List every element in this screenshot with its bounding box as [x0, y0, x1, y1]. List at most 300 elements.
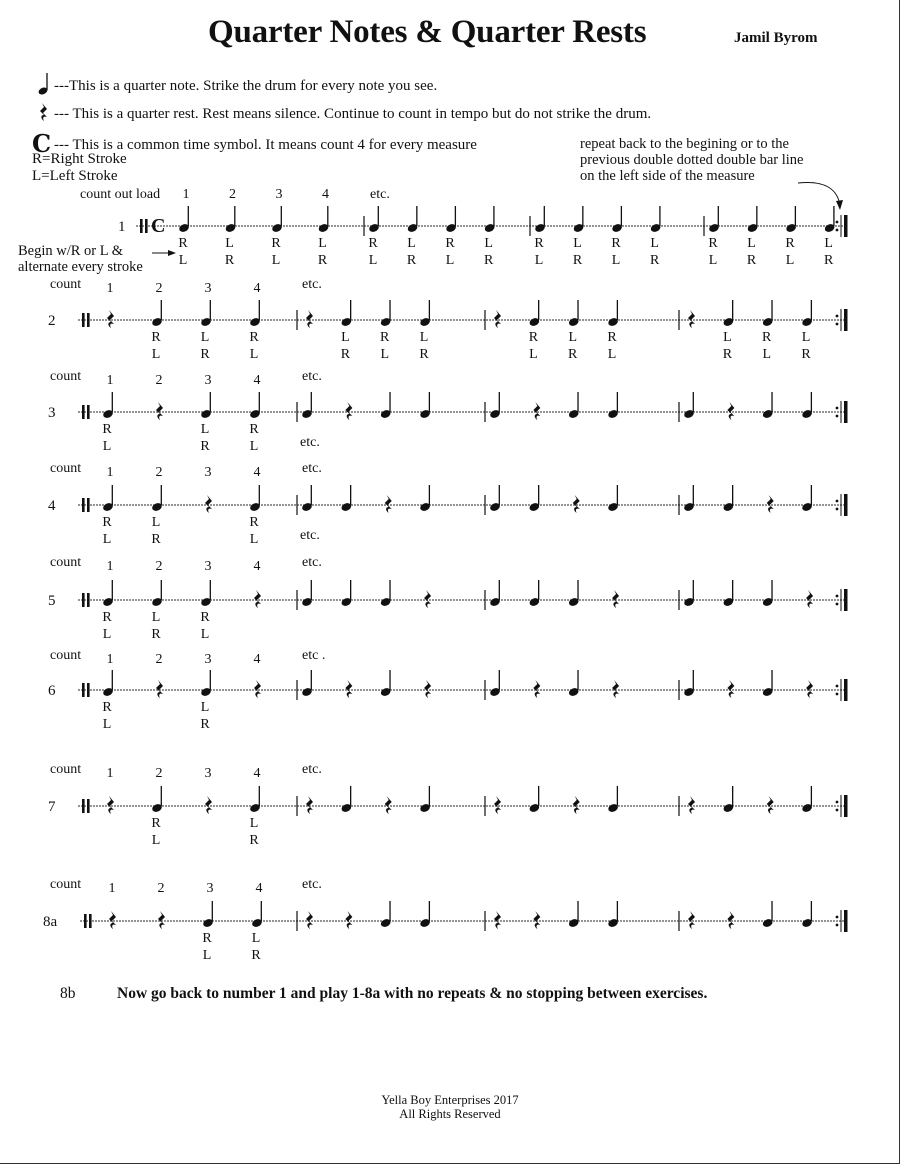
- quarter-note: [419, 392, 431, 419]
- exercise-number: 8a: [43, 914, 58, 930]
- sticking-first: L: [747, 236, 756, 251]
- count-number: 2: [155, 373, 163, 388]
- count-number: 3: [275, 187, 283, 202]
- sticking-first: L: [249, 816, 259, 831]
- sticking-first: R: [368, 236, 378, 251]
- footer: [0, 1093, 900, 1121]
- sticking-first: R: [202, 931, 212, 946]
- sticking-first: L: [251, 931, 261, 946]
- quarter-note: [202, 901, 214, 928]
- quarter-note: [340, 580, 352, 607]
- repeat-bar-thick: [844, 494, 848, 516]
- quarter-note: [683, 392, 695, 419]
- percussion-clef-bar: [82, 683, 85, 697]
- quarter-note: [419, 786, 431, 813]
- sticking-first: L: [650, 236, 659, 251]
- count-label: count: [50, 555, 82, 570]
- common-time-icon: C: [32, 129, 52, 158]
- sticking-first: L: [824, 236, 833, 251]
- quarter-rest: [109, 911, 116, 929]
- quarter-note: [380, 670, 392, 697]
- sticking-second: L: [368, 253, 378, 268]
- quarter-rest: [533, 680, 540, 698]
- count-number: 4: [253, 766, 261, 781]
- exercise-number: 6: [48, 683, 56, 699]
- percussion-clef-bar: [87, 405, 90, 419]
- etc-label: etc.: [302, 277, 322, 292]
- quarter-note: [568, 580, 580, 607]
- sticking-second: L: [249, 347, 259, 362]
- sticking-second: R: [249, 833, 259, 848]
- quarter-rest: [385, 495, 392, 513]
- sticking-first: L: [484, 236, 493, 251]
- sticking-second: L: [102, 439, 112, 454]
- sticking-first: L: [568, 330, 578, 345]
- count-number: 2: [155, 465, 163, 480]
- sticking-first: R: [249, 330, 259, 345]
- etc-label: etc.: [302, 877, 322, 892]
- quarter-rest: [806, 590, 813, 608]
- quarter-note: [722, 786, 734, 813]
- count-number: 1: [106, 559, 114, 574]
- quarter-note: [607, 300, 619, 327]
- sticking-first: L: [318, 236, 327, 251]
- count-number: 2: [155, 652, 163, 667]
- repeat-dot: [836, 603, 839, 606]
- count-number: 1: [106, 766, 114, 781]
- quarter-note: [271, 206, 283, 233]
- quarter-note: [746, 206, 758, 233]
- count-number: 3: [204, 559, 212, 574]
- repeat-dot: [836, 595, 839, 598]
- quarter-rest: [306, 796, 313, 814]
- percussion-clef-bar: [89, 914, 92, 928]
- quarter-rest: [688, 310, 695, 328]
- footer-company: Yella Boy Enterprises 2017: [381, 1093, 519, 1107]
- quarter-note: [572, 206, 584, 233]
- count-number: 4: [253, 652, 261, 667]
- quarter-note: [301, 485, 313, 512]
- quarter-note: [249, 300, 261, 327]
- etc-label: etc.: [370, 187, 390, 202]
- percussion-clef-bar: [82, 799, 85, 813]
- count-label: count: [50, 877, 82, 892]
- sticking-second: L: [249, 439, 259, 454]
- sticking-second: R: [406, 253, 417, 268]
- quarter-note: [568, 901, 580, 928]
- quarter-note: [801, 300, 813, 327]
- repeat-arrow-head: [836, 200, 843, 210]
- percussion-clef-bar: [84, 914, 87, 928]
- count-number: 3: [206, 881, 214, 896]
- quarter-note: [762, 580, 774, 607]
- quarter-note: [419, 901, 431, 928]
- quarter-rest: [612, 680, 619, 698]
- sticking-second: R: [483, 253, 494, 268]
- repeat-dot: [836, 508, 839, 511]
- count-number: 3: [204, 281, 212, 296]
- repeat-bar-thick: [844, 309, 848, 331]
- quarter-note: [445, 206, 457, 233]
- count-label: count out load: [80, 187, 161, 202]
- footer-rights: All Rights Reserved: [399, 1107, 501, 1121]
- quarter-note: [200, 300, 212, 327]
- sticking-first: R: [151, 816, 161, 831]
- repeat-dot: [836, 685, 839, 688]
- sticking-first: R: [534, 236, 544, 251]
- quarter-rest: [306, 911, 313, 929]
- legend-right-stroke: R=Right Stroke: [32, 151, 127, 167]
- quarter-note: [419, 300, 431, 327]
- count-label: count: [50, 461, 82, 476]
- repeat-bar-thick: [844, 401, 848, 423]
- count-number: 1: [106, 465, 114, 480]
- sticking-first: L: [200, 700, 210, 715]
- quarter-rest: [107, 310, 114, 328]
- sticking-first: L: [200, 330, 210, 345]
- quarter-rest: [345, 680, 352, 698]
- count-number: 3: [204, 766, 212, 781]
- repeat-explanation-line: on the left side of the measure: [580, 168, 755, 184]
- sticking-second: L: [529, 347, 538, 362]
- quarter-note: [683, 580, 695, 607]
- quarter-note: [102, 485, 114, 512]
- quarter-rest: [254, 590, 261, 608]
- sticking-second: L: [102, 717, 112, 732]
- quarter-note: [785, 206, 797, 233]
- sticking-first: R: [445, 236, 455, 251]
- sticking-second: R: [200, 347, 210, 362]
- quarter-note: [568, 392, 580, 419]
- repeat-bar-thick: [844, 795, 848, 817]
- common-time-icon: C: [151, 215, 166, 237]
- repeat-dot: [836, 809, 839, 812]
- etc-label: etc.: [302, 555, 322, 570]
- quarter-rest: [612, 590, 619, 608]
- sticking-second: L: [249, 532, 259, 547]
- sticking-first: L: [573, 236, 582, 251]
- count-number: 1: [106, 281, 114, 296]
- quarter-note: [340, 786, 352, 813]
- sticking-second: R: [151, 627, 161, 642]
- repeat-bar-thick: [844, 215, 848, 237]
- sticking-first: R: [528, 330, 539, 345]
- sticking-second: L: [151, 347, 161, 362]
- percussion-clef-bar: [87, 313, 90, 327]
- quarter-rest: [385, 796, 392, 814]
- sticking-second: R: [151, 532, 161, 547]
- sticking-second: R: [251, 948, 261, 963]
- repeat-explanation-line: previous double dotted double bar line: [580, 152, 804, 168]
- quarter-rest: [727, 402, 734, 420]
- sticking-first: R: [102, 515, 112, 530]
- exercise-8b-label: 8b: [60, 985, 76, 1002]
- sticking-first: L: [151, 610, 161, 625]
- exercise-number: 2: [48, 313, 56, 329]
- sticking-second: R: [317, 253, 328, 268]
- quarter-note: [200, 392, 212, 419]
- sticking-first: L: [419, 330, 429, 345]
- sticking-second: L: [200, 627, 210, 642]
- quarter-note: [419, 485, 431, 512]
- quarter-rest: [573, 796, 580, 814]
- count-number: 2: [155, 766, 163, 781]
- sticking-second: R: [572, 253, 583, 268]
- etc-label: etc.: [302, 762, 322, 777]
- sticking-second: L: [380, 347, 390, 362]
- quarter-rest: [494, 310, 501, 328]
- quarter-rest: [727, 911, 734, 929]
- sticking-second: L: [151, 833, 161, 848]
- repeat-dot: [836, 415, 839, 418]
- begin-instruction-line: alternate every stroke: [18, 259, 143, 275]
- sticking-first: R: [102, 422, 112, 437]
- quarter-rest: [688, 796, 695, 814]
- quarter-note: [368, 206, 380, 233]
- quarter-note: [251, 901, 263, 928]
- quarter-note: [224, 206, 236, 233]
- quarter-note: [528, 786, 540, 813]
- quarter-rest: [424, 680, 431, 698]
- sticking-first: R: [200, 610, 210, 625]
- sticking-first: R: [762, 330, 772, 345]
- count-label: count: [50, 369, 82, 384]
- quarter-rest: [345, 402, 352, 420]
- quarter-note: [301, 580, 313, 607]
- count-label: count: [50, 277, 82, 292]
- quarter-note: [200, 580, 212, 607]
- repeat-dot: [836, 500, 839, 503]
- sticking-first: L: [801, 330, 811, 345]
- percussion-clef-bar: [87, 498, 90, 512]
- sticking-second: R: [568, 347, 578, 362]
- sticking-first: R: [151, 330, 161, 345]
- sticking-second: L: [102, 627, 112, 642]
- author-name: Jamil Byrom: [734, 30, 818, 46]
- quarter-note: [528, 580, 540, 607]
- etc-label: etc.: [300, 528, 320, 543]
- sticking-second: R: [419, 347, 429, 362]
- quarter-note: [301, 392, 313, 419]
- quarter-note: [380, 300, 392, 327]
- count-number: 1: [106, 373, 114, 388]
- sticking-first: L: [200, 422, 210, 437]
- quarter-note: [683, 670, 695, 697]
- sticking-second: L: [102, 532, 112, 547]
- sticking-second: R: [224, 253, 235, 268]
- sticking-second: R: [722, 347, 733, 362]
- quarter-note: [568, 300, 580, 327]
- quarter-note: [607, 485, 619, 512]
- quarter-note: [151, 300, 163, 327]
- count-number: 2: [155, 281, 163, 296]
- sticking-first: R: [249, 515, 259, 530]
- sticking-first: R: [611, 236, 621, 251]
- quarter-note: [489, 485, 501, 512]
- sticking-second: R: [649, 253, 660, 268]
- quarter-rest: [306, 310, 313, 328]
- count-label: count: [50, 648, 82, 663]
- quarter-note: [534, 206, 546, 233]
- quarter-note: [762, 392, 774, 419]
- begin-instruction-line: Begin w/R or L &: [18, 243, 123, 259]
- quarter-note: [683, 485, 695, 512]
- quarter-rest: [424, 590, 431, 608]
- quarter-note: [102, 392, 114, 419]
- etc-label: etc.: [302, 369, 322, 384]
- sticking-first: R: [271, 236, 281, 251]
- legend-quarter-note-text: ---This is a quarter note. Strike the drum for every note you see.: [54, 78, 438, 94]
- quarter-note: [340, 485, 352, 512]
- quarter-rest: [688, 911, 695, 929]
- count-number: 4: [253, 281, 261, 296]
- quarter-note: [801, 786, 813, 813]
- sticking-second: L: [708, 253, 718, 268]
- exercise-number: 7: [48, 799, 56, 815]
- quarter-note: [178, 206, 190, 233]
- repeat-dot: [836, 221, 839, 224]
- etc-label: etc .: [302, 648, 326, 663]
- count-number: 4: [322, 187, 329, 202]
- repeat-bar-thick: [844, 910, 848, 932]
- sticking-first: R: [102, 610, 112, 625]
- count-number: 4: [253, 559, 261, 574]
- count-number: 2: [155, 559, 163, 574]
- quarter-note: [102, 670, 114, 697]
- final-instruction: Now go back to number 1 and play 1-8a with no repeats & no stopping between exercises.: [117, 985, 708, 1002]
- quarter-rest: [345, 911, 352, 929]
- quarter-note: [489, 670, 501, 697]
- quarter-rest: [806, 680, 813, 698]
- quarter-note: [762, 300, 774, 327]
- repeat-bar-thick: [844, 589, 848, 611]
- quarter-note: [489, 392, 501, 419]
- quarter-note: [650, 206, 662, 233]
- quarter-rest: [156, 680, 163, 698]
- count-number: 1: [106, 652, 114, 667]
- quarter-note: [801, 392, 813, 419]
- quarter-note: [380, 580, 392, 607]
- quarter-note: [611, 206, 623, 233]
- quarter-note: [406, 206, 418, 233]
- repeat-dot: [836, 916, 839, 919]
- quarter-rest: [767, 495, 774, 513]
- repeat-dot: [836, 407, 839, 410]
- sticking-first: R: [249, 422, 259, 437]
- quarter-note: [708, 206, 720, 233]
- repeat-dot: [836, 323, 839, 326]
- quarter-note: [762, 670, 774, 697]
- quarter-rest: [254, 680, 261, 698]
- percussion-clef-bar: [87, 683, 90, 697]
- repeat-bar-thick: [844, 679, 848, 701]
- repeat-dot: [836, 924, 839, 927]
- quarter-rest: [533, 911, 540, 929]
- percussion-clef-bar: [82, 593, 85, 607]
- percussion-clef-bar: [82, 498, 85, 512]
- quarter-rest: [727, 680, 734, 698]
- sticking-first: R: [785, 236, 795, 251]
- sticking-first: R: [607, 330, 617, 345]
- percussion-clef-bar: [82, 405, 85, 419]
- quarter-rest: [156, 402, 163, 420]
- quarter-note: [528, 485, 540, 512]
- quarter-rest: [767, 796, 774, 814]
- quarter-rest: [573, 495, 580, 513]
- sticking-second: L: [178, 253, 188, 268]
- sticking-second: R: [200, 717, 210, 732]
- quarter-note: [249, 392, 261, 419]
- quarter-rest: [107, 796, 114, 814]
- sticking-second: L: [202, 948, 212, 963]
- sticking-second: L: [534, 253, 544, 268]
- repeat-dot: [836, 315, 839, 318]
- quarter-note: [607, 901, 619, 928]
- etc-label: etc.: [300, 435, 320, 450]
- quarter-note: [489, 580, 501, 607]
- quarter-note: [102, 580, 114, 607]
- quarter-note: [722, 485, 734, 512]
- sticking-second: L: [611, 253, 621, 268]
- begin-arrow-head: [168, 250, 176, 256]
- legend-left-stroke: L=Left Stroke: [32, 168, 118, 184]
- count-number: 4: [255, 881, 263, 896]
- sticking-second: R: [746, 253, 757, 268]
- sticking-second: R: [823, 253, 834, 268]
- sticking-first: R: [178, 236, 188, 251]
- quarter-note: [801, 901, 813, 928]
- legend-quarter-rest-text: --- This is a quarter rest. Rest means silence. Continue to count in tempo but do not strike the drum.: [54, 106, 652, 122]
- quarter-note: [249, 786, 261, 813]
- count-number: 2: [157, 881, 165, 896]
- quarter-note: [568, 670, 580, 697]
- quarter-rest: [494, 796, 501, 814]
- count-number: 3: [204, 465, 212, 480]
- sticking-second: L: [762, 347, 772, 362]
- exercise-number: 1: [118, 219, 126, 235]
- percussion-clef-bar: [82, 313, 85, 327]
- quarter-note: [249, 485, 261, 512]
- quarter-rest: [533, 402, 540, 420]
- legend-common-time-text: --- This is a common time symbol. It means count 4 for every measure: [54, 137, 477, 153]
- quarter-note: [762, 901, 774, 928]
- repeat-arrow: [798, 182, 840, 206]
- repeat-dot: [836, 801, 839, 804]
- percussion-clef-bar: [140, 219, 143, 233]
- quarter-note: [151, 485, 163, 512]
- percussion-clef-bar: [87, 799, 90, 813]
- quarter-note: [607, 392, 619, 419]
- count-number: 3: [204, 373, 212, 388]
- quarter-rest: [494, 911, 501, 929]
- sticking-second: R: [340, 347, 351, 362]
- quarter-note: [484, 206, 496, 233]
- quarter-note: [151, 580, 163, 607]
- quarter-note: [607, 786, 619, 813]
- count-number: 1: [182, 187, 190, 202]
- quarter-rest: [158, 911, 165, 929]
- quarter-rest: [205, 796, 212, 814]
- exercise-number: 5: [48, 593, 56, 609]
- percussion-clef-bar: [87, 593, 90, 607]
- sticking-first: L: [407, 236, 416, 251]
- exercise-number: 3: [48, 405, 56, 421]
- quarter-note: [824, 206, 836, 233]
- sticking-second: L: [445, 253, 455, 268]
- count-number: 3: [204, 652, 212, 667]
- percussion-clef-bar: [145, 219, 148, 233]
- count-number: 2: [229, 187, 236, 202]
